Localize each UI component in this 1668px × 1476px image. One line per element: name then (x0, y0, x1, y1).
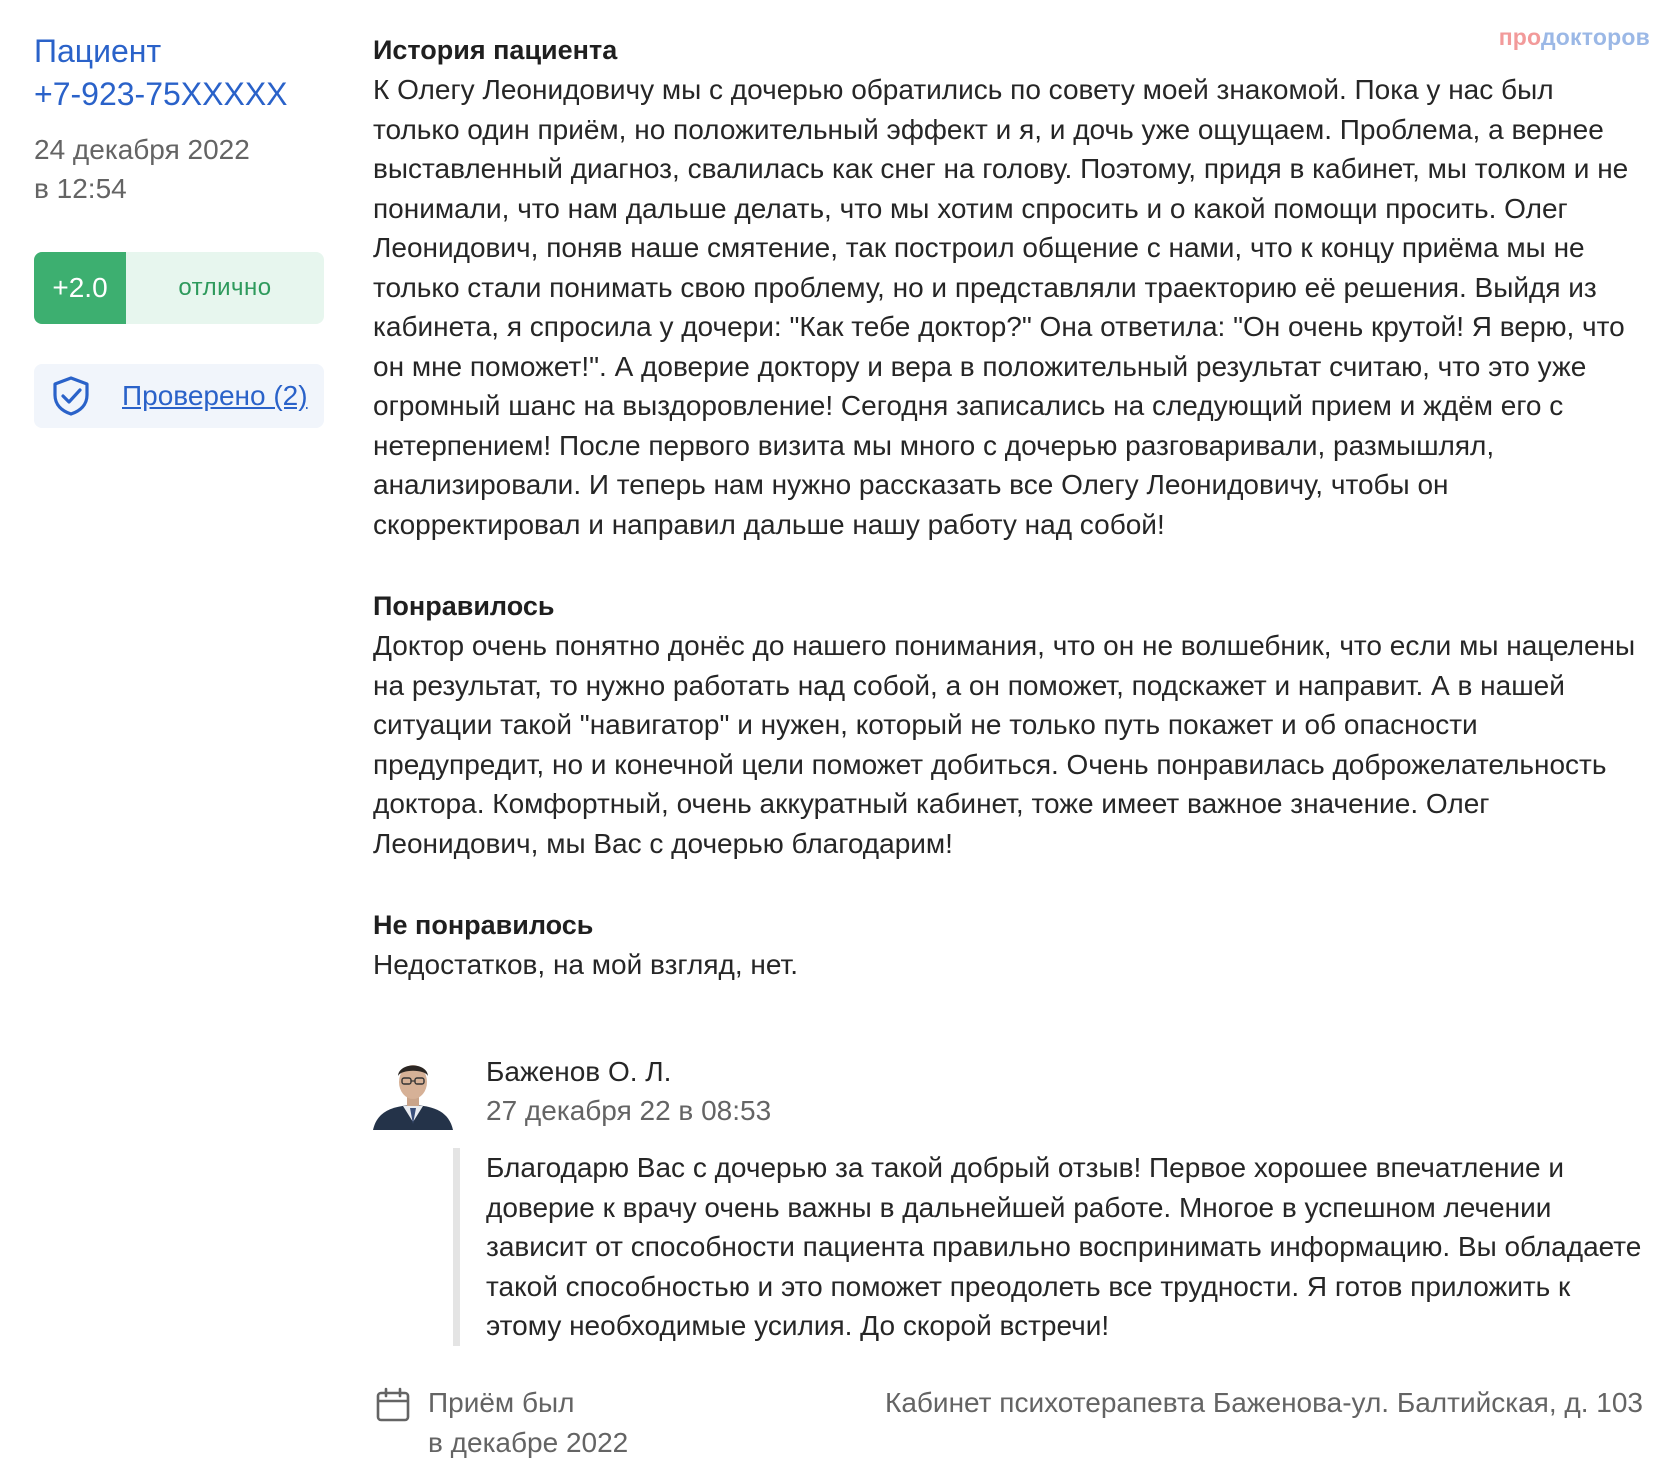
section-liked-title: Понравилось (373, 591, 555, 621)
reply-date: 27 декабря 22 в 08:53 (486, 1095, 772, 1126)
rating-badge (34, 252, 324, 324)
section-disliked (373, 905, 1643, 985)
rating-label: отлично (178, 274, 272, 301)
section-history-text: К Олегу Леонидовичу мы с дочерью обратились по совету моей знакомой. Пока у нас был только один приём, но положительный эффект и я, и дочь уже ощущаем. Проблема, а вернее выставленный диагноз, свалилась как снег на голову. Поэтому, придя в кабинет, мы толком и не понимали, что нам дальше делать, что мы хотим спросить и о какой помощи просить. Олег Леонидович, поняв наше смятение, так построил общение с нами, что к концу приёма мы не только стали понимать свою проблему, но и представляли траекторию её решения. Выйдя из кабинета, я спросила у дочери: "Как тебе доктор?" Она ответила: "Он очень крутой! Я верю, что он мне поможет!". А доверие доктору и вера в положительный результат считаю, что это уже огромный шанс на выздоровление! Сегодня записались на следующий прием и ждём его с нетерпением! После первого визита мы много с дочерью разговаривали, размышлял, анализировали. И теперь нам нужно рассказать все Олегу Леонидовичу, чтобы он скорректировал и направил дальше нашу работу над собой! (373, 74, 1629, 540)
section-history-title: История пациента (373, 35, 618, 65)
review-content (373, 30, 1643, 1027)
logo-part-pro: про (1498, 24, 1541, 50)
review-author-column (34, 30, 324, 428)
reply-author-name[interactable]: Баженов О. Л. (486, 1056, 672, 1087)
clinic-address-link[interactable]: Кабинет психотерапевта Баженова-ул. Балтийская, д. 103 (885, 1387, 1643, 1418)
author-link[interactable] (34, 30, 324, 116)
review-date (34, 130, 324, 208)
logo-part-doctors: докторов (1540, 24, 1650, 50)
author-name-line1: Пациент (34, 33, 162, 69)
review-footer (373, 1383, 1643, 1463)
section-liked (373, 586, 1643, 863)
section-disliked-text: Недостатков, на мой взгляд, нет. (373, 949, 799, 980)
verified-link[interactable]: Проверено (2) (122, 380, 308, 411)
section-disliked-title: Не понравилось (373, 910, 594, 940)
shield-check-icon (50, 375, 92, 417)
section-history (373, 30, 1643, 544)
section-liked-text: Доктор очень понятно донёс до нашего понимания, что он не волшебник, что если мы нацелены на результат, то нужно работать над собой, а он поможет, подскажет и направит. А в нашей ситуации такой "навигатор" и нужен, который не только путь покажет и об опасности предупредит, но и конечной цели поможет добиться. Очень понравилась доброжелательность доктора. Комфортный, очень аккуратный кабинет, тоже имеет важное значение. Олег Леонидович, мы Вас с дочерью благодарим! (373, 630, 1636, 859)
visit-date-line2: в декабре 2022 (428, 1427, 629, 1458)
visit-date-line1: Приём был (428, 1387, 575, 1418)
reply-header (486, 1052, 771, 1130)
review-date-time: в 12:54 (34, 173, 127, 204)
reply-text: Благодарю Вас с дочерью за такой добрый отзыв! Первое хорошее впечатление и доверие к врачу очень важны в дальнейшей работе. Многое в успешном лечении зависит от способности пациента правильно воспринимать информацию. Вы обладаете такой способностью и это поможет преодолеть все трудности. Я готов приложить к этому необходимые усилия. До скорой встречи! (453, 1148, 1643, 1346)
rating-score: +2.0 (34, 252, 126, 324)
doctor-avatar[interactable] (373, 1050, 453, 1130)
author-phone: +7-923-75XXXXX (34, 76, 288, 112)
visit-date (428, 1383, 628, 1463)
review-date-day: 24 декабря 2022 (34, 134, 250, 165)
verified-badge (34, 364, 324, 428)
calendar-icon (375, 1387, 411, 1423)
